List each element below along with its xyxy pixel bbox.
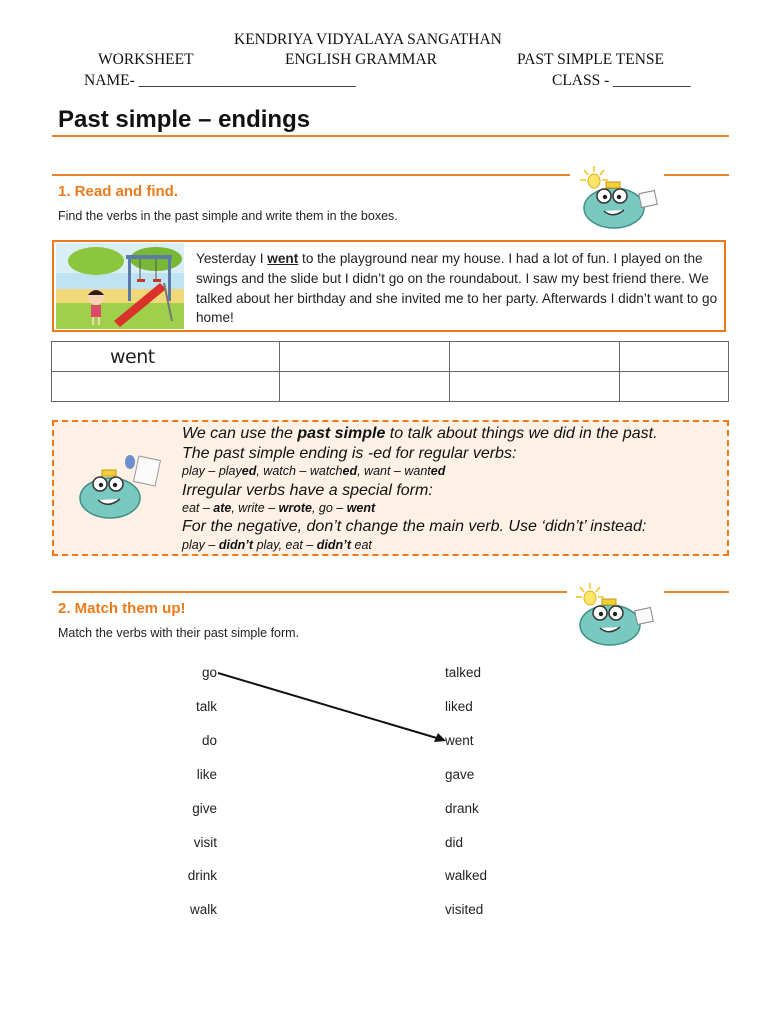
- match-right-item[interactable]: gave: [445, 767, 475, 782]
- section2-rule-left: [52, 591, 567, 593]
- answer-table: [51, 341, 729, 402]
- match-right-item[interactable]: drank: [445, 801, 479, 816]
- match-right-item[interactable]: walked: [445, 868, 488, 883]
- rule-line-7: play – didn’t play, eat – didn’t eat: [182, 538, 372, 552]
- match-right-item[interactable]: liked: [445, 699, 473, 714]
- match-right-item[interactable]: did: [445, 835, 464, 850]
- match-left-item[interactable]: talk: [195, 699, 217, 714]
- rule-line-1-post: to talk about things we did in the past.: [385, 425, 658, 442]
- section1-heading: 1. Read and find.: [58, 183, 179, 200]
- rule-line-6: For the negative, don’t change the main verb. Use ‘didn’t’ instead:: [182, 518, 647, 535]
- match-left-item[interactable]: visit: [193, 835, 217, 850]
- rule-line-1: [182, 425, 658, 443]
- playground-illustration: [56, 243, 184, 329]
- answer-cell[interactable]: [620, 372, 729, 402]
- match-left-item[interactable]: like: [196, 767, 217, 782]
- story-text-before: Yesterday I: [196, 251, 268, 266]
- rule-line-2: The past simple ending is -ed for regular verbs:: [182, 445, 517, 462]
- answer-cell[interactable]: [620, 342, 729, 372]
- name-field[interactable]: NAME- ____________________________: [84, 72, 356, 89]
- section1-instruction: Find the verbs in the past simple and write them in the boxes.: [58, 209, 398, 223]
- match-left-item[interactable]: give: [192, 801, 217, 816]
- section2-instruction: Match the verbs with their past simple form.: [58, 626, 300, 640]
- answer-cell[interactable]: [52, 372, 280, 402]
- section1-rule-right: [664, 174, 729, 176]
- story-text-after: to the playground near my house. I had a lot of fun. I played on the swings and the slide but I didn’t go on the roundabout. I saw my best friend there. We talked about her birthday and she invited me to her party. Afterwards I didn’t want to go home!: [196, 251, 718, 326]
- section2-rule-right: [664, 591, 729, 593]
- title-rule: [52, 135, 729, 137]
- match-right-item[interactable]: went: [445, 733, 474, 748]
- page-title: Past simple – endings: [58, 106, 311, 133]
- rule-line-3: play – played, watch – watched, want – wanted: [182, 464, 446, 478]
- match-example-arrow: [210, 665, 460, 755]
- rule-line-5: eat – ate, write – wrote, go – went: [182, 501, 376, 515]
- match-left-item[interactable]: go: [201, 665, 217, 680]
- answer-cell[interactable]: [450, 342, 620, 372]
- section1-rule-left: [52, 174, 570, 176]
- rule-line-1-bold: past simple: [297, 425, 386, 442]
- answer-cell[interactable]: [280, 342, 450, 372]
- rule-line-4: Irregular verbs have a special form:: [182, 482, 433, 499]
- mascot-lightbulb-icon: [574, 164, 666, 234]
- story-highlight-went: went: [267, 251, 299, 266]
- school-name: KENDRIYA VIDYALAYA SANGATHAN: [234, 31, 502, 48]
- answer-cell[interactable]: [280, 372, 450, 402]
- match-left-item[interactable]: walk: [189, 902, 217, 917]
- match-right-item[interactable]: talked: [445, 665, 482, 680]
- worksheet-label: WORKSHEET: [98, 51, 194, 68]
- match-right-item[interactable]: visited: [445, 902, 484, 917]
- answer-cell[interactable]: [450, 372, 620, 402]
- class-field[interactable]: CLASS - __________: [552, 72, 691, 89]
- answer-cell-example[interactable]: went: [52, 342, 280, 372]
- match-left-item[interactable]: do: [201, 733, 217, 748]
- topic-label: PAST SIMPLE TENSE: [517, 51, 665, 68]
- rule-line-1-pre: We can use the: [182, 425, 298, 442]
- subject-label: ENGLISH GRAMMAR: [285, 51, 437, 68]
- mascot-teacher-icon: [74, 452, 166, 524]
- section2-heading: 2. Match them up!: [58, 600, 186, 617]
- story-text: [196, 249, 724, 328]
- mascot-lightbulb-icon: [570, 581, 662, 651]
- match-left-item[interactable]: drink: [187, 868, 217, 883]
